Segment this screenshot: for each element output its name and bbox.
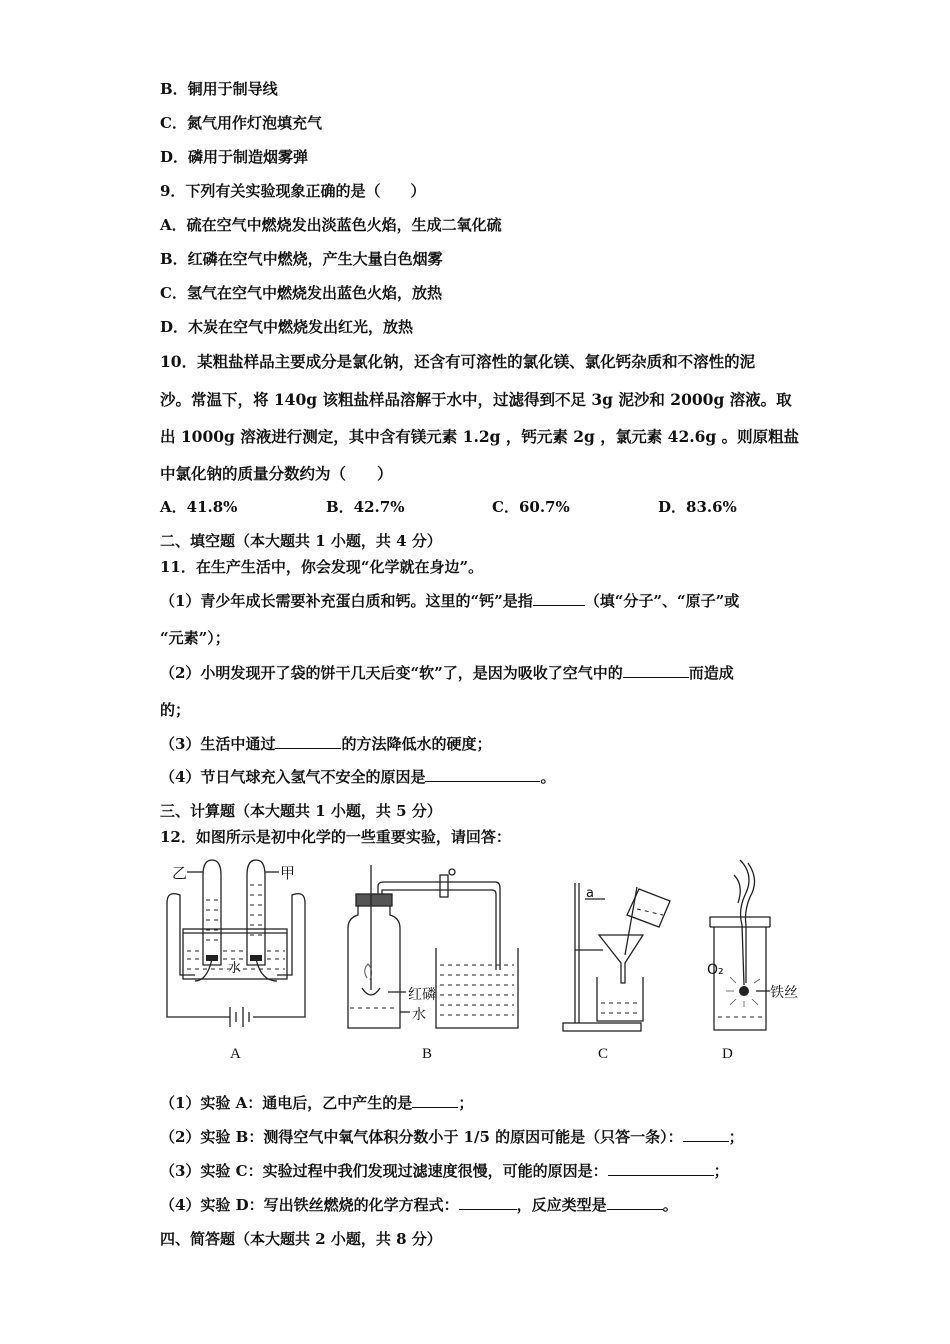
q11-p3-blank[interactable]: [275, 734, 341, 749]
q12-p4-text-b: ，反应类型是: [516, 1196, 607, 1214]
label-a: a: [586, 886, 594, 901]
q12-p2-text-b: ；: [728, 1128, 744, 1146]
q12-part3: [160, 1160, 729, 1181]
q12-p4-text-a: （4）实验 D：写出铁丝燃烧的化学方程式：: [160, 1196, 459, 1214]
q12-p3-text-b: ；: [713, 1162, 729, 1180]
label-hongling: 红磷: [408, 987, 436, 1003]
q11-p2-text-b: 而造成: [688, 664, 734, 682]
q11-p4-text-a: （4）节日气球充入氢气不安全的原因是: [160, 768, 426, 786]
caption-c: C: [598, 1046, 609, 1062]
label-water-b: 水: [412, 1007, 426, 1023]
q9-stem: 9．下列有关实验现象正确的是（ ）: [160, 182, 426, 200]
q11-p2-text-a: （2）小明发现开了袋的饼干几天后变“软”了，是因为吸收了空气中的: [160, 664, 623, 682]
q8-option-b: B．铜用于制导线: [160, 80, 278, 98]
q12-p4-blank-1[interactable]: [459, 1195, 517, 1210]
q12-part4: [160, 1194, 678, 1215]
q9-option-b: B．红磷在空气中燃烧，产生大量白色烟雾: [160, 250, 443, 268]
section-3-heading: 三、计算题（本大题共 1 小题，共 5 分）: [160, 802, 442, 820]
q11-stem: 11．在生产生活中，你会发现“化学就在身边”。: [160, 558, 484, 576]
q11-p1-blank[interactable]: [533, 591, 585, 606]
q11-p1-text-b: （填“分子”、“原子”或: [584, 592, 740, 610]
label-o2: O₂: [707, 962, 724, 978]
caption-a: A: [230, 1046, 241, 1062]
q9-option-d: D．木炭在空气中燃烧发出红光，放热: [160, 318, 414, 336]
q11-p2-blank[interactable]: [623, 663, 689, 678]
q11-p1-text-a: （1）青少年成长需要补充蛋白质和钙。这里的“钙”是指: [160, 592, 533, 610]
figure-b-phosphorus: [340, 860, 525, 1035]
q12-part2: [160, 1126, 744, 1147]
q9-option-c: C．氢气在空气中燃烧发出蓝色火焰，放热: [160, 284, 442, 302]
q12-stem: 12．如图所示是初中化学的一些重要实验，请回答：: [160, 828, 511, 846]
q10-line4: 中氯化钠的质量分数约为（ ）: [160, 464, 393, 483]
label-water-a: 水: [228, 961, 242, 976]
q10-line2: 沙。常温下，将 140g 该粗盐样品溶解于水中，过滤得到不足 3g 泥沙和 2000g 溶液。取: [160, 390, 792, 409]
q12-p3-blank[interactable]: [608, 1161, 714, 1176]
q12-part1: [160, 1092, 473, 1113]
q12-p1-text-a: （1）实验 A：通电后，乙中产生的是: [160, 1094, 413, 1112]
q11-p3-text-a: （3）生活中通过: [160, 735, 276, 753]
q12-p3-text-a: （3）实验 C：实验过程中我们发现过滤速度很慢，可能的原因是：: [160, 1162, 608, 1180]
figure-d-iron-wire: [700, 855, 810, 1035]
q11-part2: [160, 662, 734, 683]
q12-p1-blank[interactable]: [412, 1093, 458, 1108]
q11-p3-text-b: 的方法降低水的硬度；: [341, 735, 492, 753]
q11-p1-text-c: “元素”）；: [160, 629, 230, 647]
q12-p4-blank-2[interactable]: [607, 1195, 663, 1210]
section-4-heading: 四、简答题（本大题共 2 小题，共 8 分）: [160, 1230, 442, 1248]
caption-d: D: [722, 1046, 733, 1062]
q8-option-c: C．氮气用作灯泡填充气: [160, 114, 322, 132]
q9-option-a: A．硫在空气中燃烧发出淡蓝色火焰，生成二氧化硫: [160, 216, 502, 234]
q10-option-a: A．41.8%: [160, 498, 238, 516]
q12-p4-text-c: 。: [662, 1196, 678, 1214]
q11-p4-text-b: 。: [540, 768, 556, 786]
q10-option-b: B．42.7%: [326, 498, 405, 516]
q8-option-d: D．磷用于制造烟雾弹: [160, 148, 309, 166]
label-jia: 甲: [280, 864, 296, 882]
q11-part1: [160, 590, 739, 611]
q12-p1-text-b: ；: [458, 1094, 474, 1112]
q11-p4-blank[interactable]: [425, 767, 540, 782]
label-tiesi: 铁丝: [770, 985, 798, 1001]
q10-option-c: C．60.7%: [492, 498, 570, 516]
q10-option-d: D．83.6%: [658, 498, 737, 516]
q11-p2-text-c: 的；: [160, 701, 191, 719]
q11-part4: [160, 766, 555, 787]
q10-line1: 10．某粗盐样品主要成分是氯化钠，还含有可溶性的氯化镁、氯化钙杂质和不溶性的泥: [160, 352, 756, 371]
q10-line3: 出 1000g 溶液进行测定，其中含有镁元素 1.2g ，钙元素 2g ，氯元素 42.6g 。则原粗盐: [160, 427, 800, 446]
section-2-heading: 二、填空题（本大题共 1 小题，共 4 分）: [160, 532, 442, 550]
caption-b: B: [422, 1046, 433, 1062]
q11-part3: [160, 733, 491, 754]
label-yi: 乙: [172, 864, 188, 882]
q12-p2-text-a: （2）实验 B：测得空气中氧气体积分数小于 1/5 的原因可能是（只答一条）：: [160, 1128, 683, 1146]
figure-c-filtration: [555, 875, 675, 1035]
q12-p2-blank[interactable]: [683, 1127, 729, 1142]
